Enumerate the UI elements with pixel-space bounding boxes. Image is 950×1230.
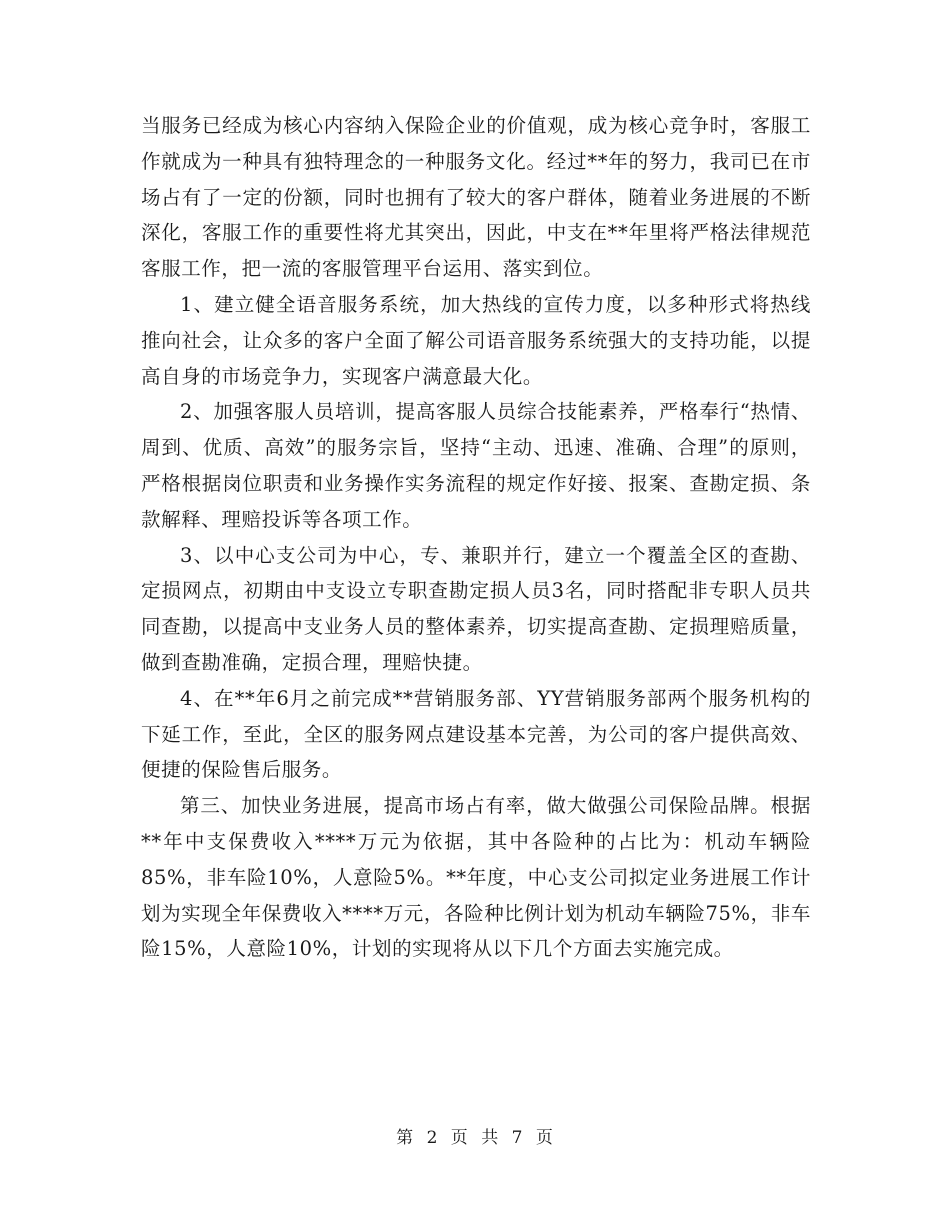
paragraph-item-1: 1、建立健全语音服务系统，加大热线的宣传力度，以多种形式将热线推向社会，让众多的客户全面了解公司语音服务系统强大的支持功能，以提高自身的市场竞争力，实现客户满意最大化。 xyxy=(141,292,811,388)
paragraph-item-2: 2、加强客服人员培训，提高客服人员综合技能素养，严格奉行“热情、周到、优质、高效”的服务宗旨，坚持“主动、迅速、准确、合理”的原则，严格根据岗位职责和业务操作实务流程的规定作好接、报案、查勘定损、条款解释、理赔投诉等各项工作。 xyxy=(141,400,811,531)
page-number-footer: 第 2 页 共 7 页 xyxy=(396,1128,554,1148)
paragraph-section-3: 第三、加快业务进展，提高市场占有率，做大做强公司保险品牌。根据**年中支保费收入****万元为依据，其中各险种的占比为：机动车辆险85%，非车险10%，人意险5%。**年度，中心支公司拟定业务进展工作计划为实现全年保费收入****万元，各险种比例计划为机动车辆险75%，非车险15%，人意险10%，计划的实现将从以下几个方面去实施完成。 xyxy=(141,794,811,961)
paragraph-item-3: 3、以中心支公司为中心，专、兼职并行，建立一个覆盖全区的查勘、定损网点，初期由中支设立专职查勘定损人员3名，同时搭配非专职人员共同查勘，以提高中支业务人员的整体素养，切实提高查勘、定损理赔质量，做到查勘准确，定损合理，理赔快捷。 xyxy=(141,543,811,674)
paragraph-item-4: 4、在**年6月之前完成**营销服务部、YY营销服务部两个服务机构的下延工作，至此，全区的服务网点建设基本完善，为公司的客户提供高效、便捷的保险售后服务。 xyxy=(141,686,811,782)
document-body xyxy=(141,108,811,967)
paragraph-intro: 当服务已经成为核心内容纳入保险企业的价值观，成为核心竞争时，客服工作就成为一种具有独特理念的一种服务文化。经过**年的努力，我司已在市场占有了一定的份额，同时也拥有了较大的客户群体，随着业务进展的不断深化，客服工作的重要性将尤其突出，因此，中支在**年里将严格法律规范客服工作，把一流的客服管理平台运用、落实到位。 xyxy=(141,114,811,281)
